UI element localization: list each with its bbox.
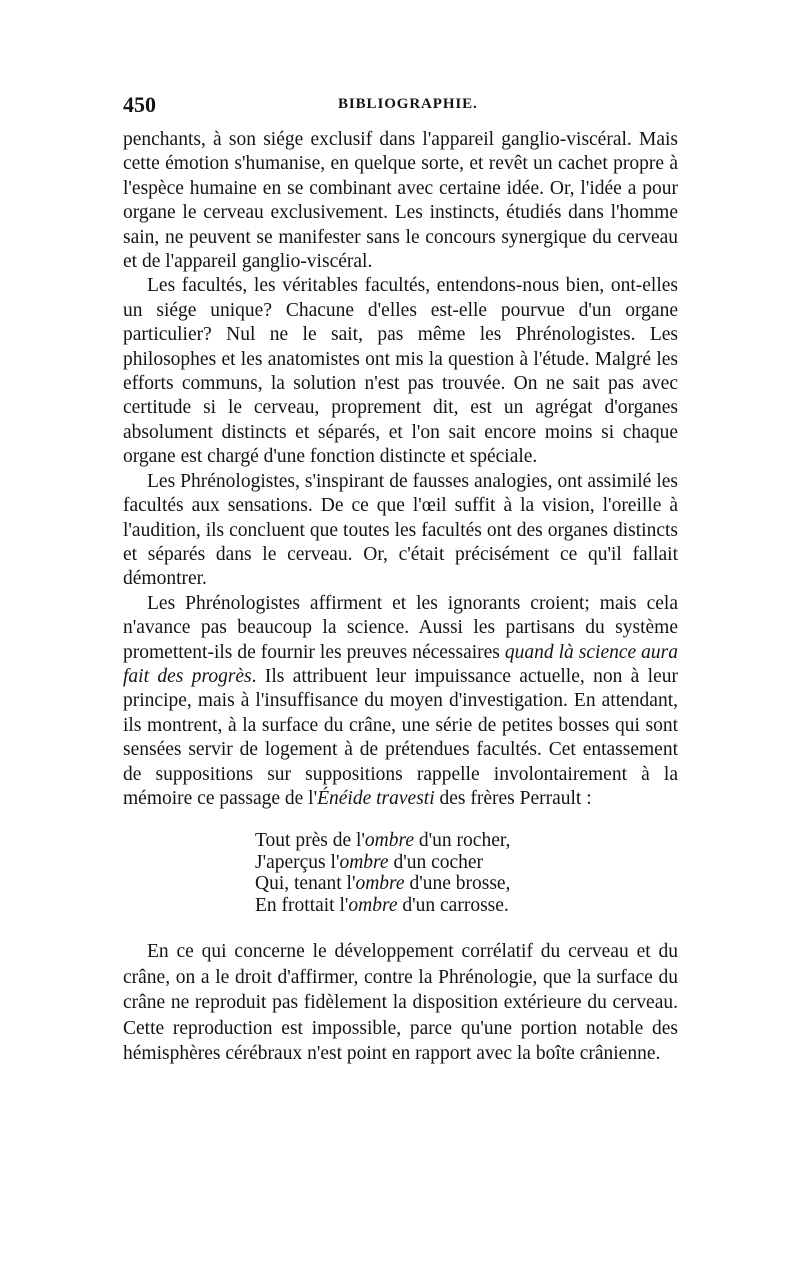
verse-line: En frottait l'ombre d'un carrosse.: [255, 894, 509, 916]
paragraph-continued: penchants, à son siége exclusif dans l'appareil ganglio-viscéral. Mais cette émotion s'humanise, en quelque sorte, et revêt un cachet propre à l'espèce humaine en se combinant avec certaine idée. Or, l'idée a pour organe le cerveau exclusivement. Les instincts, étudiés dans l'homme sain, ne peuvent se manifester sans le concours synergique du cerveau et de l'appareil ganglio-viscéral.: [123, 129, 678, 273]
paragraph-crane: En ce qui concerne le développement corrélatif du cerveau et du crâne, on a le droit d'affirmer, contre la Phrénologie, que la surface du crâne ne reproduit pas fidèlement la disposition extérieure du cerveau. Cette reproduction est impossible, parce qu'une portion notable des hémisphères cérébraux n'est point en rapport avec la boîte crânienne.: [123, 941, 678, 1065]
verse-line: Tout près de l'ombre d'un rocher,: [255, 830, 511, 852]
text-run: des frères Perrault :: [434, 787, 592, 809]
paragraph-facultes: Les facultés, les véritables facultés, entendons-nous bien, ont-elles un siége unique? Chacune d'elles est-elle pourvue d'un organe particulier? Nul ne le sait, pas même les Phrénologistes. Les philosophes et les anatomistes ont mis la question à l'étude. Malgré les efforts communs, la solution n'est pas trouvée. On ne sait pas avec certitude si le cerveau, proprement dit, est un agrégat d'organes absolument distincts et séparés, et l'on sait encore moins si chaque organe est chargé d'une fonction distincte et spéciale.: [123, 275, 678, 468]
italic-phrase: quand là science aura fait des progrès: [123, 641, 678, 687]
verse-line: Qui, tenant l'ombre d'une brosse,: [255, 873, 511, 895]
running-head: [123, 92, 678, 118]
body-text: [123, 128, 678, 1067]
verse-quote: [255, 830, 678, 916]
verse-line: J'aperçus l'ombre d'un cocher: [255, 851, 484, 873]
paragraph-affirmations: [123, 592, 678, 812]
running-title: BIBLIOGRAPHIE.: [338, 96, 478, 112]
paragraph-analogies: Les Phrénologistes, s'inspirant de fausses analogies, ont assimilé les facultés aux sensations. De ce que l'œil suffit à la vision, l'oreille à l'audition, ils concluent que toutes les facultés ont des organes distincts et séparés dans le cerveau. Or, c'était précisément ce qu'il fallait démontrer.: [123, 470, 678, 590]
text-run: Les Phrénologistes affirment et les ignorants croient; mais cela n'avance pas beaucoup la science. Aussi les partisans du système promettent-ils de fournir les preuves nécessaires: [123, 592, 678, 663]
page-number: 450: [123, 92, 156, 117]
text-run: . Ils attribuent leur impuissance actuelle, non à leur principe, mais à l'insuffisance du moyen d'investigation. En attendant, ils montrent, à la surface du crâne, une série de petites bosses qui sont sensées servir de logement à de prétendues facultés. Cet entassement de suppositions sur suppositions rappelle involontairement à la mémoire ce passage de l': [123, 665, 678, 809]
italic-title: Énéide travesti: [317, 787, 435, 809]
